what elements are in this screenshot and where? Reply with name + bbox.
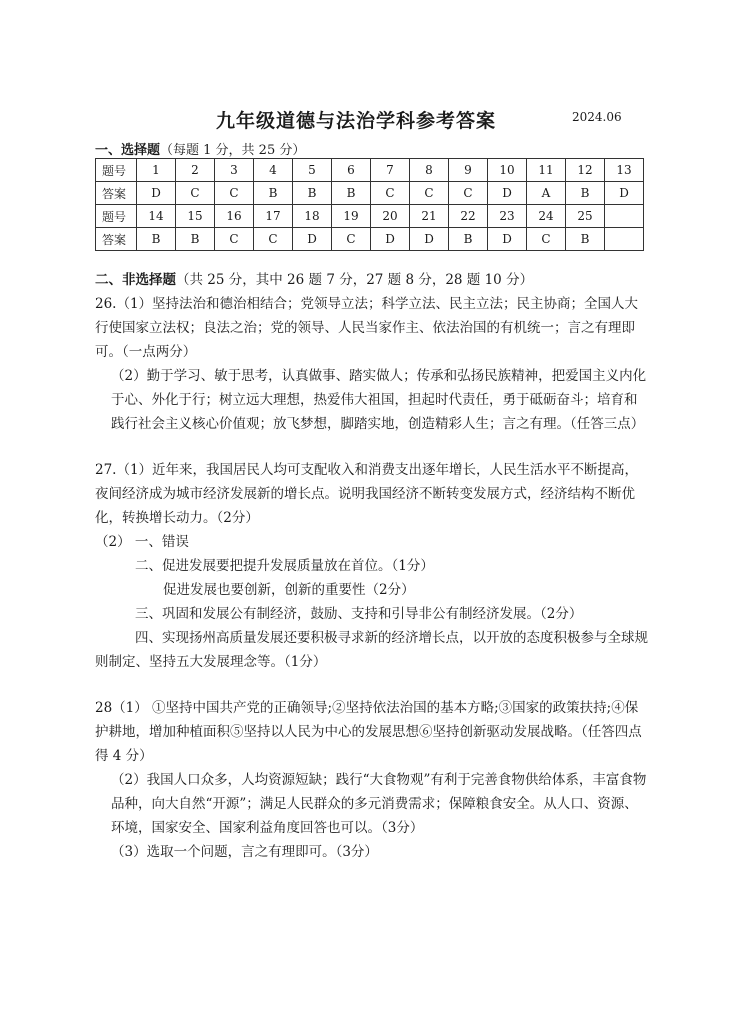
table-cell: B [332, 182, 371, 205]
table-row-header: 题号 [96, 159, 137, 182]
section1-note: （每题 1 分，共 25 分） [160, 143, 306, 158]
answer-table [95, 158, 644, 251]
question-27 [95, 458, 650, 674]
table-row [96, 159, 644, 182]
table-cell: 5 [293, 159, 332, 182]
table-cell [605, 205, 644, 228]
table-row [96, 228, 644, 251]
question-28 [95, 696, 650, 864]
table-cell: 24 [527, 205, 566, 228]
table-cell: 7 [371, 159, 410, 182]
section1-title: 一、选择题 [95, 143, 161, 158]
table-cell: C [215, 228, 254, 251]
q27-point4: 四、实现扬州高质量发展还要积极寻求新的经济增长点，以开放的态度积极参与全球规则制定、坚持五大发展理念等。（1分） [95, 630, 648, 670]
table-cell: C [254, 228, 293, 251]
table-cell: C [449, 182, 488, 205]
table-cell: A [527, 182, 566, 205]
table-row-header: 题号 [96, 205, 137, 228]
table-row-header: 答案 [96, 228, 137, 251]
table-cell: 22 [449, 205, 488, 228]
table-cell: 21 [410, 205, 449, 228]
table-cell: 8 [410, 159, 449, 182]
table-cell: 6 [332, 159, 371, 182]
table-cell: 1 [137, 159, 176, 182]
q28-part2: （2）我国人口众多，人均资源短缺；践行“大食物观”有利于完善食物供给体系，丰富食物品种，向大自然“开源”；满足人民群众的多元消费需求；保障粮食安全。从人口、资源、环境，国家安全、国家利益角度回答也可以。（3分） [111, 772, 647, 836]
table-cell: B [566, 182, 605, 205]
table-row-header: 答案 [96, 182, 137, 205]
table-cell: 12 [566, 159, 605, 182]
table-cell: 9 [449, 159, 488, 182]
table-cell: 4 [254, 159, 293, 182]
title-row [0, 106, 741, 136]
table-cell: C [176, 182, 215, 205]
table-cell: 17 [254, 205, 293, 228]
table-cell: C [332, 228, 371, 251]
q28-part1: 28（1） ①坚持中国共产党的正确领导;②坚持依法治国的基本方略;③国家的政策扶持;④保护耕地，增加种植面积⑤坚持以人民为中心的发展思想⑥坚持创新驱动发展战略。（任答四点得 4 分） [95, 700, 642, 764]
table-row [96, 205, 644, 228]
table-cell: 16 [215, 205, 254, 228]
table-row [96, 182, 644, 205]
q27-part2: （2） 一、错误 [95, 534, 189, 550]
table-cell: 3 [215, 159, 254, 182]
table-cell: 14 [137, 205, 176, 228]
table-cell: D [371, 228, 410, 251]
table-cell: 2 [176, 159, 215, 182]
q26-part1: 26.（1）坚持法治和德治相结合；党领导立法；科学立法、民主立法；民主协商；全国人大行使国家立法权；良法之治；党的领导、人民当家作主、依法治国的有机统一；言之有理即可。（一点两分） [95, 296, 639, 360]
table-cell: C [410, 182, 449, 205]
table-cell: 23 [488, 205, 527, 228]
table-cell: B [293, 182, 332, 205]
table-cell: 25 [566, 205, 605, 228]
table-cell: C [215, 182, 254, 205]
table-cell: 18 [293, 205, 332, 228]
q28-part3: （3）选取一个问题，言之有理即可。（3分） [111, 844, 378, 860]
table-cell: D [605, 182, 644, 205]
table-cell: C [527, 228, 566, 251]
table-cell [605, 228, 644, 251]
table-cell: B [254, 182, 293, 205]
section2-heading [95, 268, 650, 292]
date-label: 2024.06 [572, 110, 622, 124]
table-cell: 10 [488, 159, 527, 182]
q27-part1: 27.（1）近年来，我国居民人均可支配收入和消费支出逐年增长，人民生活水平不断提高，夜间经济成为城市经济发展新的增长点。说明我国经济不断转变发展方式，经济结构不断优化，转换增长动力。（2分） [95, 462, 639, 526]
table-cell: D [488, 228, 527, 251]
table-cell: 13 [605, 159, 644, 182]
table-cell: B [566, 228, 605, 251]
table-cell: D [488, 182, 527, 205]
table-cell: 11 [527, 159, 566, 182]
table-cell: 20 [371, 205, 410, 228]
table-cell: D [293, 228, 332, 251]
section2-note: （共 25 分，其中 26 题 7 分，27 题 8 分，28 题 10 分） [176, 272, 534, 288]
table-cell: 15 [176, 205, 215, 228]
table-cell: B [449, 228, 488, 251]
section2-title: 二、非选择题 [95, 272, 176, 288]
q27-point2: 二、促进发展要把提升发展质量放在首位。（1分） [135, 558, 434, 574]
section1-heading [95, 139, 305, 158]
question-26 [95, 292, 650, 436]
table-cell: B [137, 228, 176, 251]
q26-part2: （2）勤于学习、敏于思考，认真做事、踏实做人；传承和弘扬民族精神，把爱国主义内化于心、外化于行；树立远大理想，热爱伟大祖国，担起时代责任，勇于砥砺奋斗；培育和践行社会主义核心价值观；放飞梦想，脚踏实地，创造精彩人生；言之有理。（任答三点） [111, 368, 647, 432]
table-cell: B [176, 228, 215, 251]
q27-point2b: 促进发展也要创新，创新的重要性（2分） [163, 582, 415, 598]
page-title: 九年级道德与法治学科参考答案 [216, 110, 497, 132]
table-cell: C [371, 182, 410, 205]
table-cell: 19 [332, 205, 371, 228]
q27-point3: 三、巩固和发展公有制经济，鼓励、支持和引导非公有制经济发展。（2分） [135, 606, 583, 622]
table-cell: D [137, 182, 176, 205]
table-cell: D [410, 228, 449, 251]
